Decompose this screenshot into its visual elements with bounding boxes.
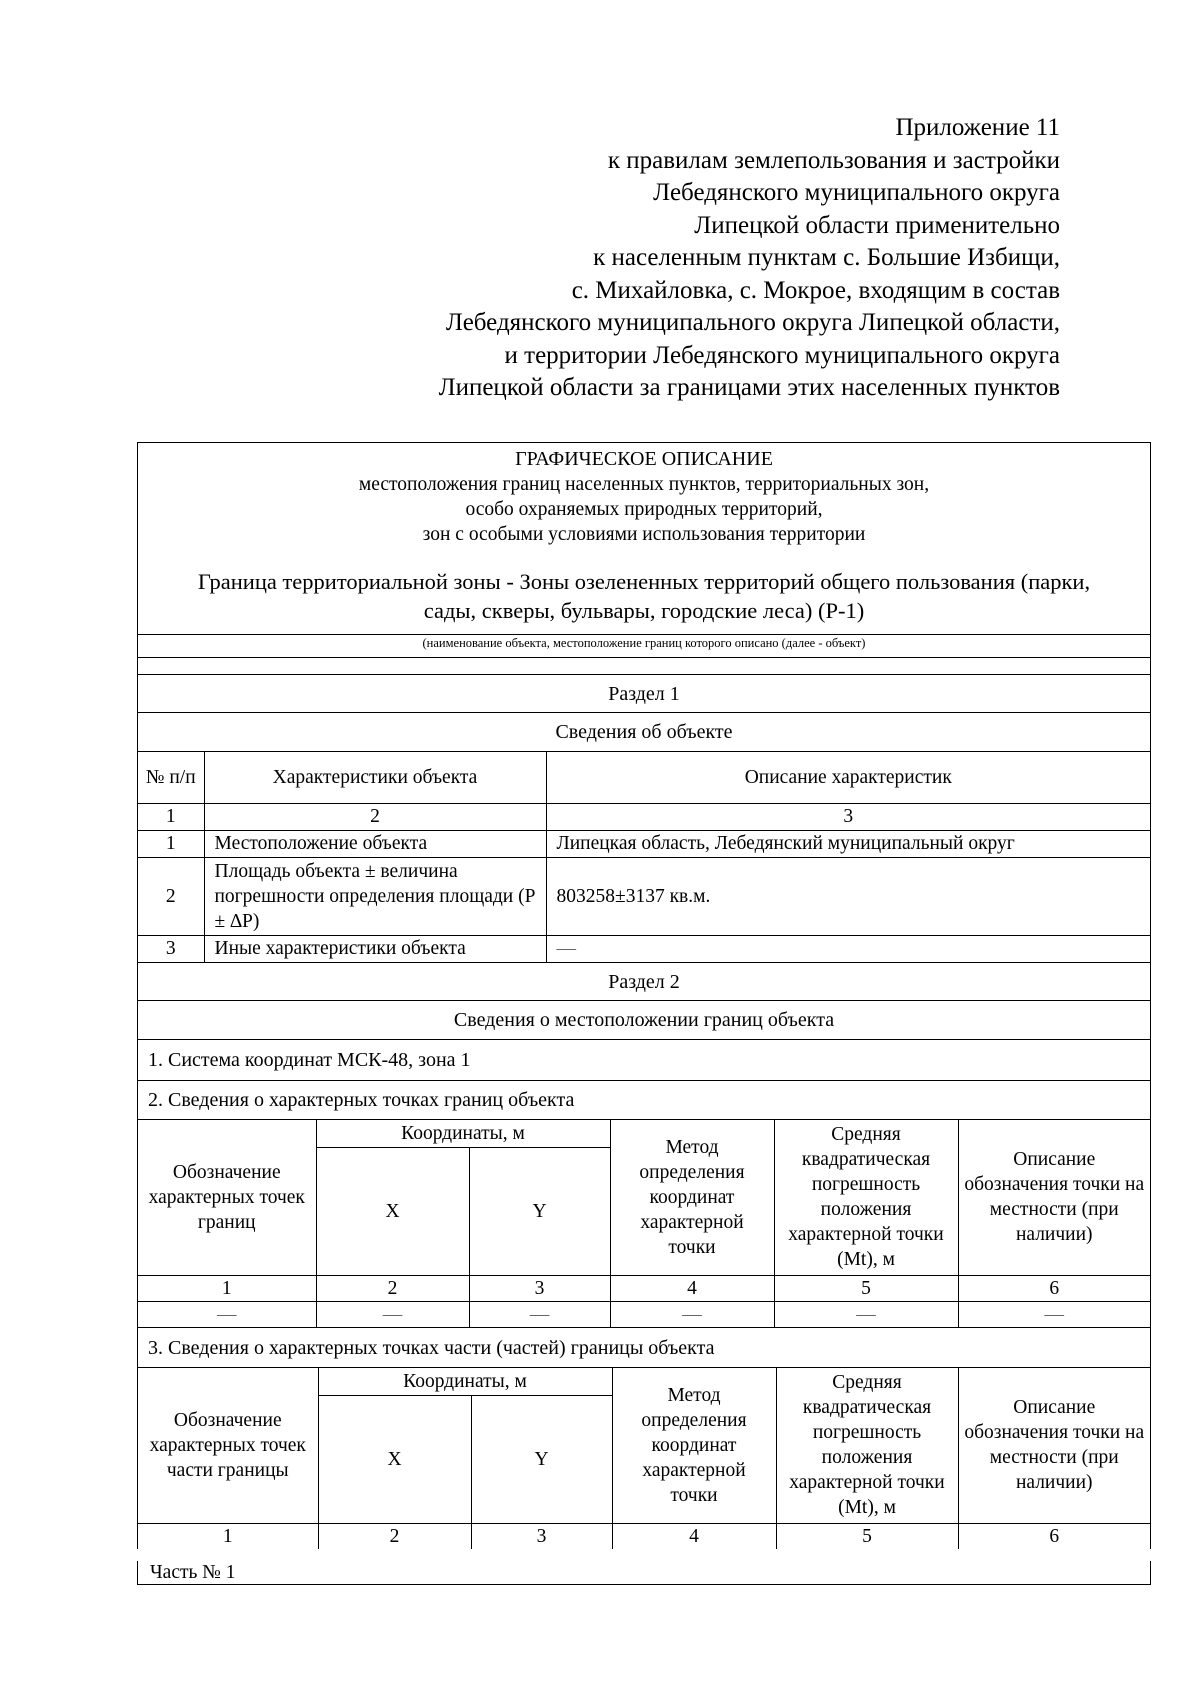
empty-cell: — bbox=[316, 1301, 469, 1327]
col-number: 3 bbox=[469, 1275, 610, 1301]
part-label: Часть № 1 bbox=[137, 1561, 1151, 1585]
header-y: Y bbox=[471, 1395, 612, 1523]
table-row bbox=[138, 857, 1150, 935]
col-number: 3 bbox=[471, 1523, 612, 1549]
empty-cell: — bbox=[138, 1301, 316, 1327]
header-error: Средняя квадратическая погрешность положения характерной точки (Мt), м bbox=[774, 1120, 958, 1275]
row-characteristic: Иные характеристики объекта bbox=[204, 935, 546, 962]
row-num: 3 bbox=[138, 935, 204, 962]
header-point-description: Описание обозначения точки на местности (при наличии) bbox=[958, 1368, 1150, 1523]
coordinate-system: 1. Система координат МСК-48, зона 1 bbox=[138, 1040, 1150, 1081]
form-subtitle-line: особо охраняемых природных территорий, bbox=[465, 499, 823, 520]
col-number: 2 bbox=[316, 1275, 469, 1301]
form-subtitle-line: местоположения границ населенных пунктов, территориальных зон, bbox=[358, 474, 930, 495]
zone-name-line: Граница территориальной зоны - Зоны озелененных территорий общего пользования (парки, bbox=[197, 569, 1091, 594]
header-line: и территории Лебедянского муниципального округа bbox=[504, 341, 1060, 369]
header-line: Лебедянского муниципального округа bbox=[653, 179, 1060, 206]
section2-subtitle: Сведения о местоположении границ объекта bbox=[138, 1001, 1150, 1040]
col-number: 6 bbox=[958, 1523, 1150, 1549]
header-line: Липецкой области за границами этих населенных пунктов bbox=[438, 374, 1060, 401]
header-y: Y bbox=[469, 1147, 610, 1275]
header-line: Липецкой области применительно bbox=[694, 211, 1060, 239]
empty-cell: — bbox=[469, 1301, 610, 1327]
col-number: 4 bbox=[612, 1523, 776, 1549]
header-point-description: Описание обозначения точки на местности (при наличии) bbox=[958, 1120, 1150, 1275]
header-designation-part: Обозначение характерных точек части границы bbox=[138, 1368, 318, 1523]
section1-subtitle: Сведения об объекте bbox=[138, 713, 1150, 752]
zone-name-line: сады, скверы, бульвары, городские леса) (Р-1) bbox=[423, 598, 865, 623]
graphic-description-form bbox=[137, 442, 1151, 1549]
appendix-header bbox=[300, 112, 1060, 405]
header-line: к населенным пунктам с. Большие Избищи, bbox=[593, 244, 1060, 271]
col-number: 1 bbox=[138, 803, 204, 830]
row-num: 2 bbox=[138, 857, 204, 935]
form-title-block bbox=[138, 443, 1150, 635]
col-number: 1 bbox=[138, 1523, 318, 1549]
row-description: — bbox=[546, 935, 1150, 962]
header-method: Метод определения координат характерной точки bbox=[610, 1120, 774, 1275]
header-line: с. Михайловка, с. Мокрое, входящим в состав bbox=[571, 276, 1060, 304]
row-characteristic: Площадь объекта ± величина погрешности определения площади (Р ± ∆Р) bbox=[204, 857, 546, 935]
row-description: Липецкая область, Лебедянский муниципальный округ bbox=[546, 830, 1150, 857]
boundary-points-title: 2. Сведения о характерных точках границ объекта bbox=[138, 1081, 1150, 1120]
col-number: 4 bbox=[610, 1275, 774, 1301]
zone-name bbox=[138, 567, 1150, 627]
object-name-caption: (наименование объекта, местоположение границ которого описано (далее - объект) bbox=[138, 635, 1150, 658]
col-number: 6 bbox=[958, 1275, 1150, 1301]
header-line: Лебедянского муниципального округа Липецкой области, bbox=[445, 309, 1060, 336]
section2-title: Раздел 2 bbox=[138, 962, 1150, 1001]
row-characteristic: Местоположение объекта bbox=[204, 830, 546, 857]
part-points-table bbox=[138, 1368, 1150, 1549]
col-number: 2 bbox=[318, 1523, 471, 1549]
table-row bbox=[138, 935, 1150, 962]
header-line: Приложение 11 bbox=[895, 114, 1060, 141]
col-number: 2 bbox=[204, 803, 546, 830]
header-coordinates: Координаты, м bbox=[318, 1368, 612, 1395]
header-characteristics: Характеристики объекта bbox=[204, 752, 546, 803]
form-subtitle-line: зон с особыми условиями использования территории bbox=[422, 524, 866, 545]
table-row bbox=[138, 1301, 1150, 1327]
header-description: Описание характеристик bbox=[546, 752, 1150, 803]
col-number: 3 bbox=[546, 803, 1150, 830]
header-method: Метод определения координат характерной точки bbox=[612, 1368, 776, 1523]
header-x: X bbox=[318, 1395, 471, 1523]
object-info-table bbox=[138, 752, 1150, 962]
empty-cell: — bbox=[774, 1301, 958, 1327]
col-number: 1 bbox=[138, 1275, 316, 1301]
part-points-title: 3. Сведения о характерных точках части (частей) границы объекта bbox=[138, 1327, 1150, 1368]
empty-cell: — bbox=[610, 1301, 774, 1327]
table-row bbox=[138, 830, 1150, 857]
header-line: к правилам землепользования и застройки bbox=[607, 146, 1060, 174]
form-title: ГРАФИЧЕСКОЕ ОПИСАНИЕ bbox=[515, 448, 773, 470]
header-coordinates: Координаты, м bbox=[316, 1120, 610, 1147]
header-num: № п/п bbox=[138, 752, 204, 803]
header-error: Средняя квадратическая погрешность положения характерной точки (Мt), м bbox=[776, 1368, 958, 1523]
col-number: 5 bbox=[776, 1523, 958, 1549]
header-designation: Обозначение характерных точек границ bbox=[138, 1120, 316, 1275]
header-x: X bbox=[316, 1147, 469, 1275]
boundary-points-table bbox=[138, 1120, 1150, 1327]
empty-cell: — bbox=[958, 1301, 1150, 1327]
row-num: 1 bbox=[138, 830, 204, 857]
col-number: 5 bbox=[774, 1275, 958, 1301]
section1-title: Раздел 1 bbox=[138, 674, 1150, 713]
row-description: 803258±3137 кв.м. bbox=[546, 857, 1150, 935]
